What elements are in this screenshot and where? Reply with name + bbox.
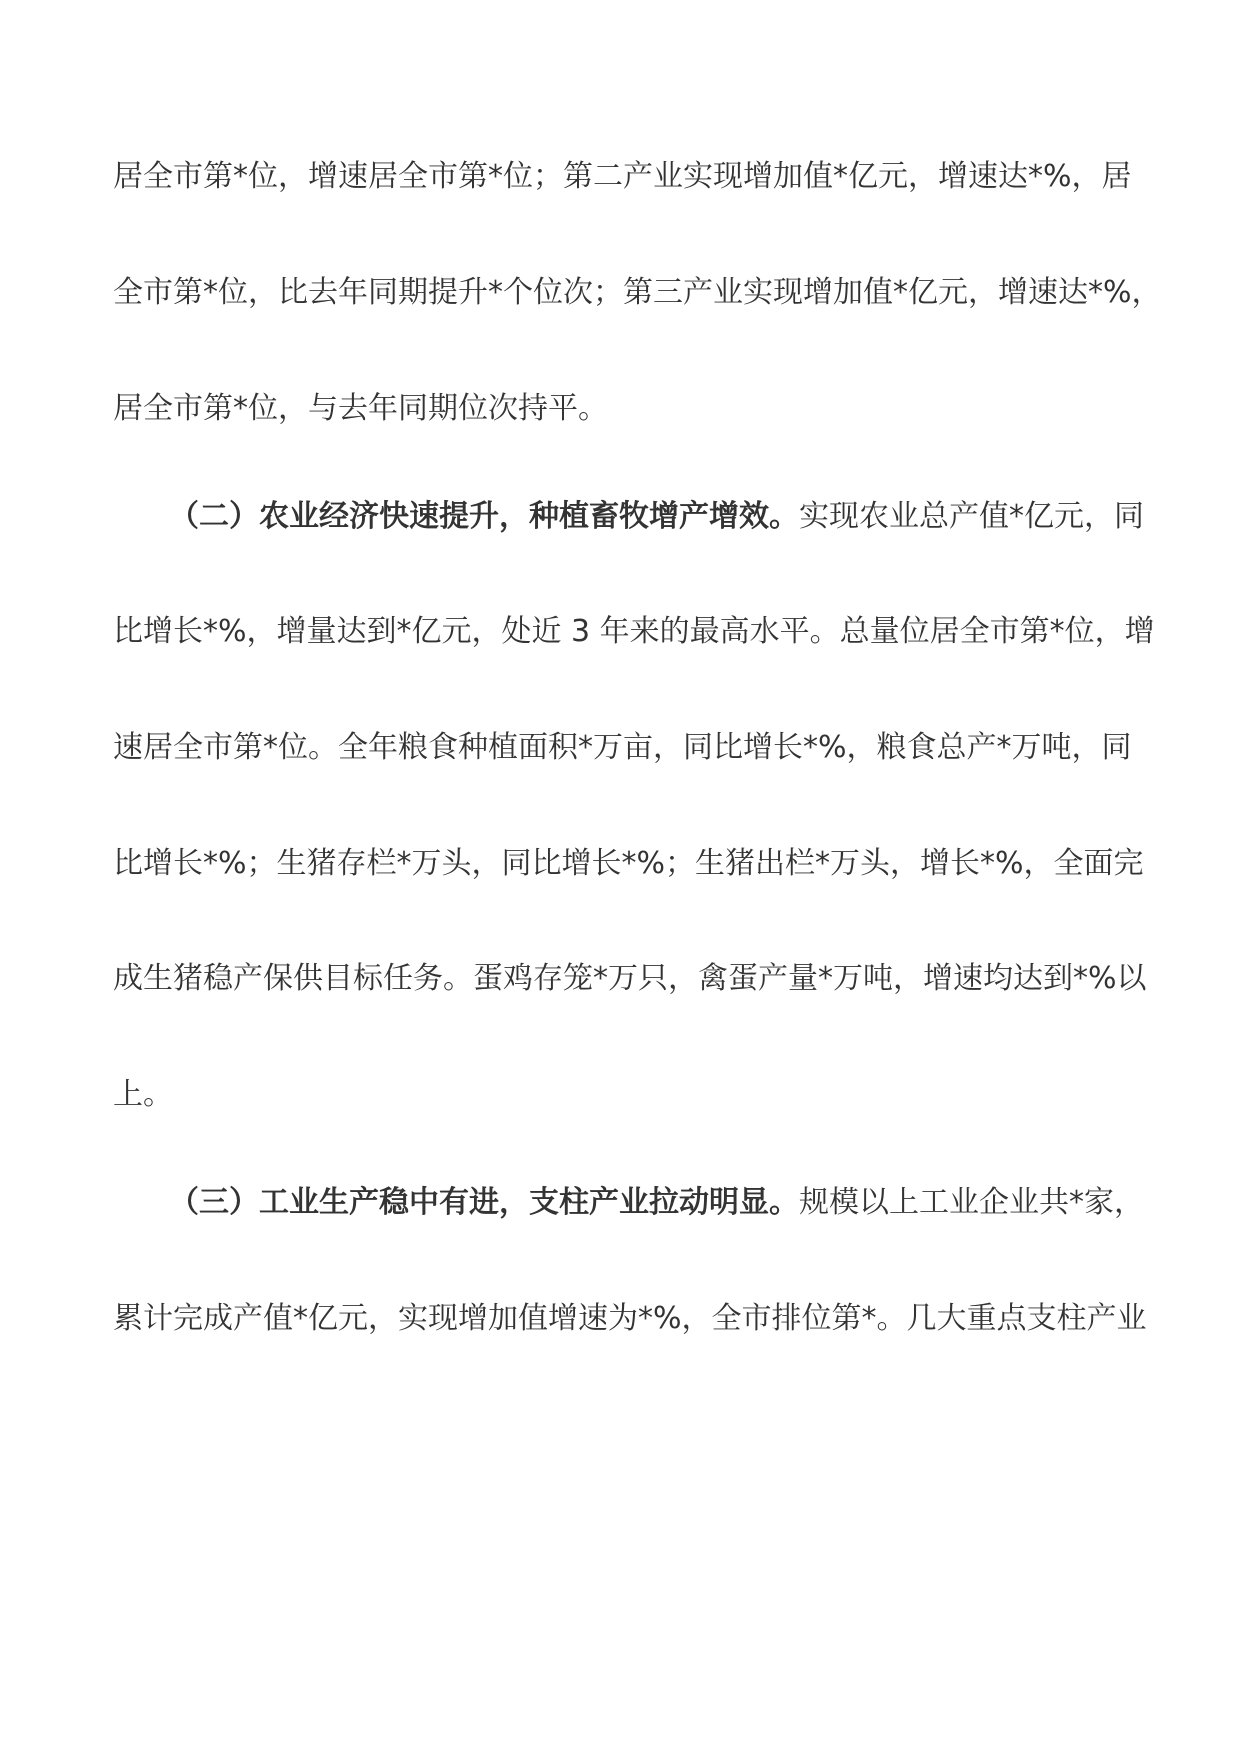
- paragraph-2-line-6: 上。: [113, 1077, 173, 1112]
- paragraph-2-line-1: [169, 497, 1199, 537]
- paragraph-1-line-2: 全市第*位，比去年同期提升*个位次；第三产业实现增加值*亿元，增速达*%，: [113, 275, 1162, 310]
- paragraph-1-line-1: 居全市第*位，增速居全市第*位；第二产业实现增加值*亿元，增速达*%，居: [113, 159, 1132, 194]
- paragraph-2-first-line-text: 实现农业总产值*亿元，同: [799, 499, 1144, 534]
- paragraph-3-line-1: [169, 1183, 1199, 1223]
- paragraph-1-line-3: 居全市第*位，与去年同期位次持平。: [113, 391, 608, 426]
- paragraph-3-first-line-text: 规模以上工业企业共*家，: [799, 1185, 1144, 1220]
- paragraph-2-line-2: 比增长*%，增量达到*亿元，处近 3 年来的最高水平。总量位居全市第*位，增: [113, 614, 1155, 649]
- section-heading-agriculture: （二）农业经济快速提升，种植畜牧增产增效。: [169, 499, 799, 534]
- paragraph-2-line-4: 比增长*%；生猪存栏*万头，同比增长*%；生猪出栏*万头，增长*%，全面完: [113, 846, 1144, 881]
- paragraph-2-line-3: 速居全市第*位。全年粮食种植面积*万亩，同比增长*%，粮食总产*万吨，同: [113, 730, 1132, 765]
- paragraph-3-line-2: 累计完成产值*亿元，实现增加值增速为*%，全市排位第*。几大重点支柱产业: [113, 1301, 1147, 1336]
- section-heading-industry: （三）工业生产稳中有进，支柱产业拉动明显。: [169, 1185, 799, 1220]
- paragraph-2-line-5: 成生猪稳产保供目标任务。蛋鸡存笼*万只，禽蛋产量*万吨，增速均达到*%以: [113, 961, 1147, 996]
